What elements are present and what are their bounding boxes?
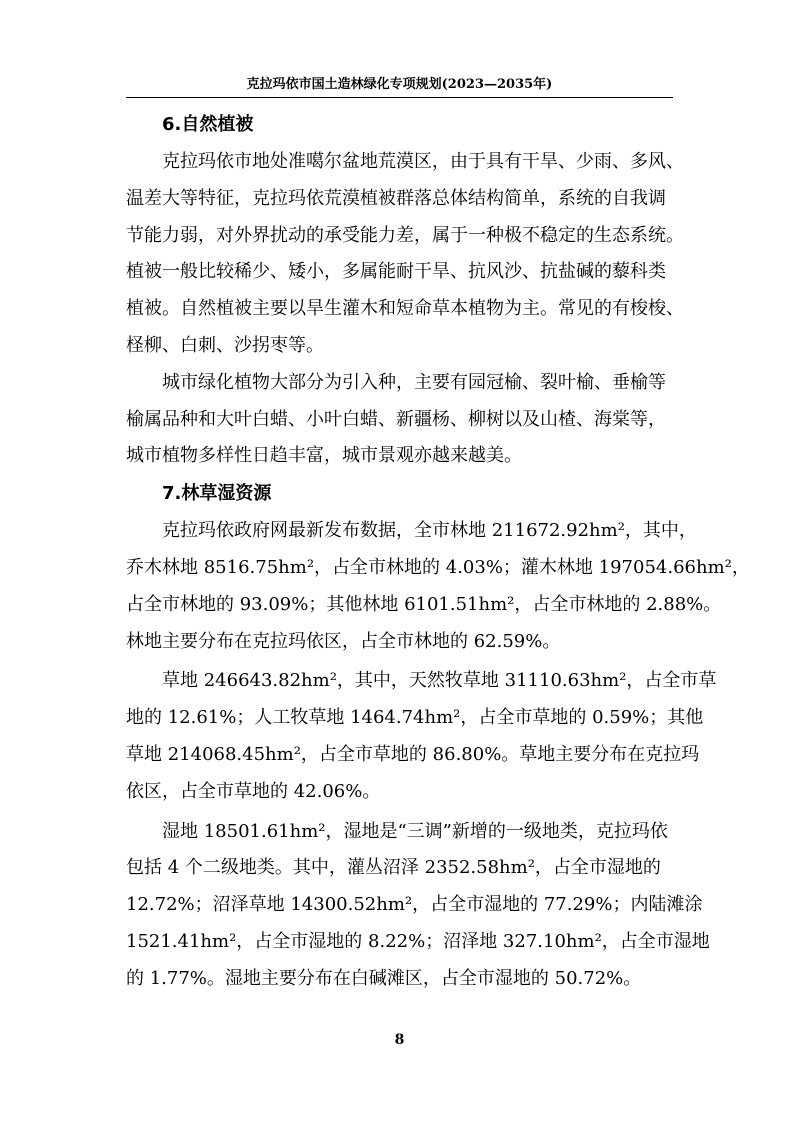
text-line: 草地 214068.45hm²，占全市草地的 86.80%。草地主要分布在克拉玛 [126,743,700,765]
text-line: 克拉玛依市地处准噶尔盆地荒漠区，由于具有干旱、少雨、多风、 [162,151,684,172]
paragraph-wetland [126,814,710,998]
paragraph-forest-land [126,513,750,660]
text-line: 乔木林地 8516.75hm²，占全市林地的 4.03%；灌木林地 197054.66hm²， [126,556,750,578]
text-line: 植被一般比较稀少、矮小，多属能耐干旱、抗风沙、抗盐碱的藜科类 [126,261,666,283]
text-line: 占全市林地的 93.09%；其他林地 6101.51hm²，占全市林地的 2.88%。 [126,593,722,615]
text-line: 包括 4 个二级地类。其中，灌丛沼泽 2352.58hm²，占全市湿地的 [126,857,661,879]
text-line: 节能力弱，对外界扰动的承受能力差，属于一种极不稳定的生态系统。 [126,224,684,246]
text-line: 12.72%；沼泽草地 14300.52hm²，占全市湿地的 77.29%；内陆滩涂 [126,894,703,916]
text-line: 城市植物多样性日趋丰富，城市景观亦越来越美。 [126,445,522,467]
text-line: 林地主要分布在克拉玛依区，占全市林地的 62.59%。 [126,630,561,652]
paragraph [126,365,673,475]
paragraph [126,144,684,365]
page-number: 8 [394,1032,405,1048]
section-heading-forest-grass-wetland: 7.林草湿资源 [162,483,272,505]
text-line: 植被。自然植被主要以旱生灌木和短命草本植物为主。常见的有梭梭、 [126,298,684,320]
text-line: 草地 246643.82hm²，其中，天然牧草地 31110.63hm²，占全市草 [162,670,717,692]
text-line: 柽柳、白刺、沙拐枣等。 [126,334,324,356]
running-header: 克拉玛依市国土造林绿化专项规划(2023—2035年) [126,75,673,98]
paragraph-grassland [126,663,717,810]
text-line: 1521.41hm²，占全市湿地的 8.22%；沼泽地 327.10hm²，占全市湿地 [126,930,710,952]
page-content [126,106,750,998]
text-line: 温差大等特征，克拉玛依荒漠植被群落总体结构简单，系统的自我调 [126,187,666,209]
text-line: 的 1.77%。湿地主要分布在白碱滩区，占全市湿地的 50.72%。 [126,967,642,989]
text-line: 依区，占全市草地的 42.06%。 [126,780,381,802]
text-line: 地的 12.61%；人工牧草地 1464.74hm²，占全市草地的 0.59%；其他 [126,707,704,729]
text-line: 湿地 18501.61hm²，湿地是“三调”新增的一级地类，克拉玛依 [162,820,668,842]
section-heading-natural-vegetation: 6.自然植被 [162,114,254,135]
text-line: 克拉玛依政府网最新发布数据，全市林地 211672.92hm²，其中， [162,520,697,542]
text-line: 榆属品种和大叶白蜡、小叶白蜡、新疆杨、柳树以及山楂、海棠等， [126,408,666,430]
text-line: 城市绿化植物大部分为引入种，主要有园冠榆、裂叶榆、垂榆等 [162,371,666,393]
